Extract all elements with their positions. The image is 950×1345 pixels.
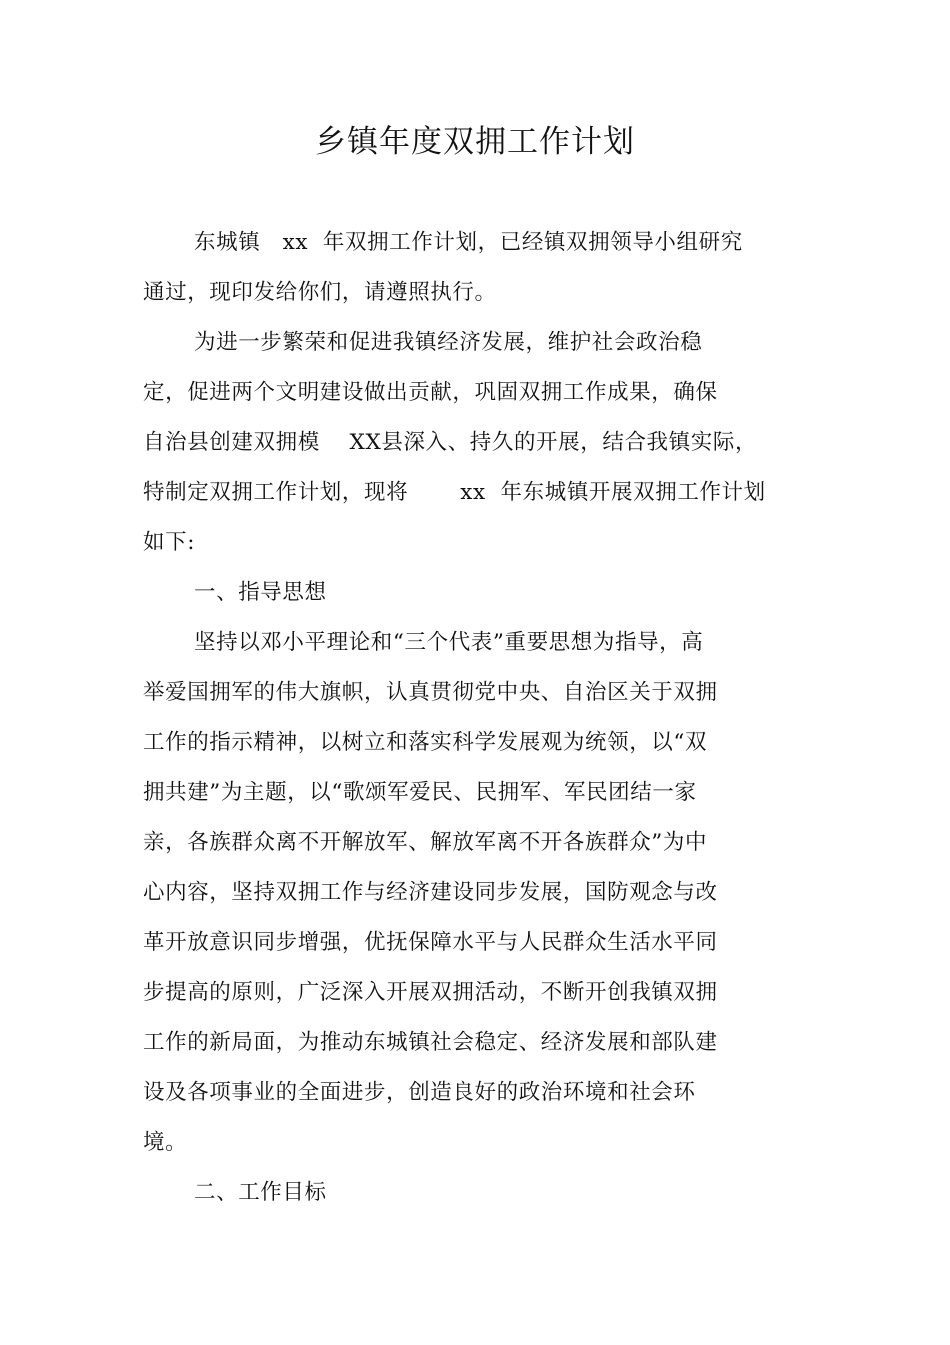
paragraph-line: 革开放意识同步增强，优抚保障水平与人民群众生活水平同 — [143, 930, 718, 955]
paragraph-line: 定，促进两个文明建设做出贡献，巩固双拥工作成果，确保 — [143, 380, 718, 405]
paragraph-line: 为进一步繁荣和促进我镇经济发展，维护社会政治稳 — [194, 330, 703, 355]
paragraph-line: 步提高的原则，广泛深入开展双拥活动，不断开创我镇双拥 — [143, 980, 718, 1005]
paragraph-line: 工作的新局面，为推动东城镇社会稳定、经济发展和部队建 — [143, 1030, 718, 1055]
paragraph-line: 特制定双拥工作计划，现将 xx 年东城镇开展双拥工作计划 — [143, 480, 766, 505]
paragraph-line: 东城镇 xx 年双拥工作计划，已经镇双拥领导小组研究 — [194, 230, 743, 255]
section-heading: 一、指导思想 — [194, 580, 327, 605]
paragraph-line: 如下: — [143, 530, 196, 555]
paragraph-line: 坚持以邓小平理论和“三个代表”重要思想为指导，高 — [194, 630, 704, 655]
document-title: 乡镇年度双拥工作计划 — [315, 124, 635, 160]
paragraph-line: 拥共建”为主题，以“歌颂军爱民、民拥军、军民团结一家 — [143, 780, 697, 805]
paragraph-line: 设及各项事业的全面进步，创造良好的政治环境和社会环 — [143, 1080, 696, 1105]
paragraph-line: 心内容，坚持双拥工作与经济建设同步发展，国防观念与改 — [143, 880, 718, 905]
paragraph-line: 自治县创建双拥模 XX县深入、持久的开展，结合我镇实际， — [143, 430, 758, 455]
paragraph-line: 举爱国拥军的伟大旗帜，认真贯彻党中央、自治区关于双拥 — [143, 680, 718, 705]
paragraph-line: 工作的指示精神，以树立和落实科学发展观为统领，以“双 — [143, 730, 708, 755]
paragraph-line: 通过，现印发给你们，请遵照执行。 — [143, 280, 497, 305]
paragraph-line: 境。 — [143, 1130, 188, 1155]
section-heading: 二、工作目标 — [194, 1180, 327, 1205]
paragraph-line: 亲，各族群众离不开解放军、解放军离不开各族群众”为中 — [143, 830, 708, 855]
